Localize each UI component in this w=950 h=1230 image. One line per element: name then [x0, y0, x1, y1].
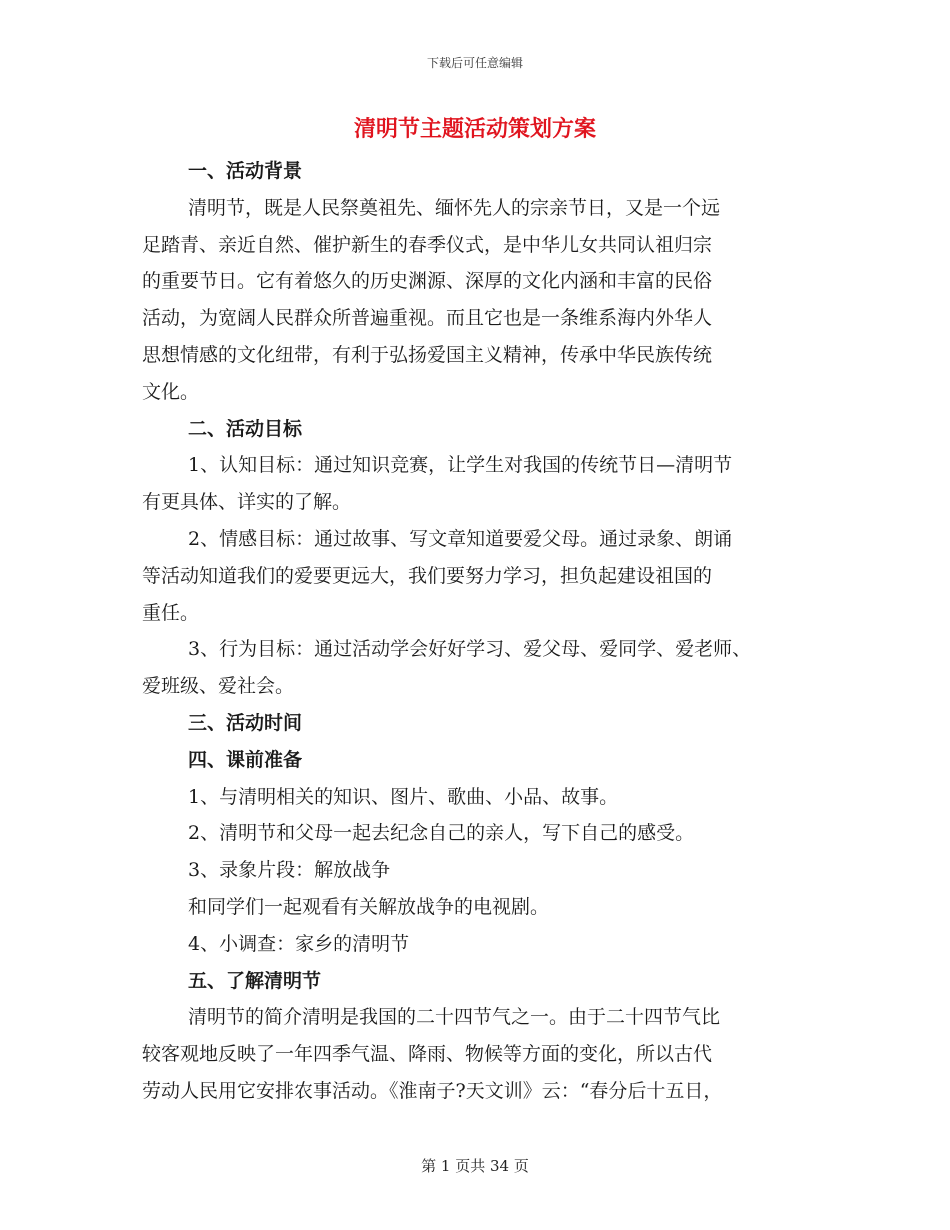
document-body: [142, 153, 822, 1110]
text-line: 4、小调查：家乡的清明节: [188, 932, 410, 955]
text-line: 2、清明节和父母一起去纪念自己的亲人，写下自己的感受。: [188, 822, 695, 845]
document-title: 清明节主题活动策划方案: [353, 116, 596, 142]
text-line: 3、行为目标：通过活动学会好好学习、爱父母、爱同学、爱老师、: [188, 638, 752, 661]
text-line: 重任。: [142, 601, 200, 624]
text-line: 1、认知目标：通过知识竞赛，让学生对我国的传统节日—清明节: [188, 454, 733, 477]
text-line: 活动，为宽阔人民群众所普遍重视。而且它也是一条维系海内外华人: [142, 307, 713, 330]
section-heading: 一、活动背景: [188, 160, 303, 182]
section-heading: 五、了解清明节: [188, 969, 322, 992]
text-line: 思想情感的文化纽带，有利于弘扬爱国主义精神，传承中华民族传统: [142, 343, 713, 366]
text-line: 有更具体、详实的了解。: [142, 491, 352, 514]
page-footer: 第 1 页共 34 页: [421, 1157, 529, 1175]
text-line: 的重要节日。它有着悠久的历史渊源、深厚的文化内涵和丰富的民俗: [142, 270, 713, 293]
text-line: 劳动人民用它安排农事活动。《淮南子?天文训》云：“春分后十五日，: [142, 1079, 723, 1102]
text-line: 清明节的简介清明是我国的二十四节气之一。由于二十四节气比: [188, 1006, 721, 1029]
text-line: 爱班级、爱社会。: [142, 675, 295, 698]
text-line: 1、与清明相关的知识、图片、歌曲、小品、故事。: [188, 785, 619, 808]
text-line: 足踏青、亲近自然、催护新生的春季仪式，是中华儿女共同认祖归宗: [142, 233, 713, 256]
page-header: 下载后可任意编辑: [426, 56, 523, 70]
section-heading: 三、活动时间: [188, 711, 303, 734]
text-line: 3、录象片段：解放战争: [188, 859, 391, 882]
section-heading: 二、活动目标: [188, 417, 303, 440]
text-line: 文化。: [142, 380, 200, 403]
text-line: 较客观地反映了一年四季气温、降雨、物候等方面的变化，所以古代: [142, 1043, 713, 1066]
section-heading: 四、课前准备: [188, 748, 303, 771]
text-line: 2、情感目标：通过故事、写文章知道要爱父母。通过录象、朗诵: [188, 527, 733, 550]
text-line: 和同学们一起观看有关解放战争的电视剧。: [188, 895, 550, 918]
text-line: 等活动知道我们的爱要更远大，我们要努力学习，担负起建设祖国的: [142, 564, 713, 587]
text-line: 清明节，既是人民祭奠祖先、缅怀先人的宗亲节日，又是一个远: [188, 196, 721, 219]
